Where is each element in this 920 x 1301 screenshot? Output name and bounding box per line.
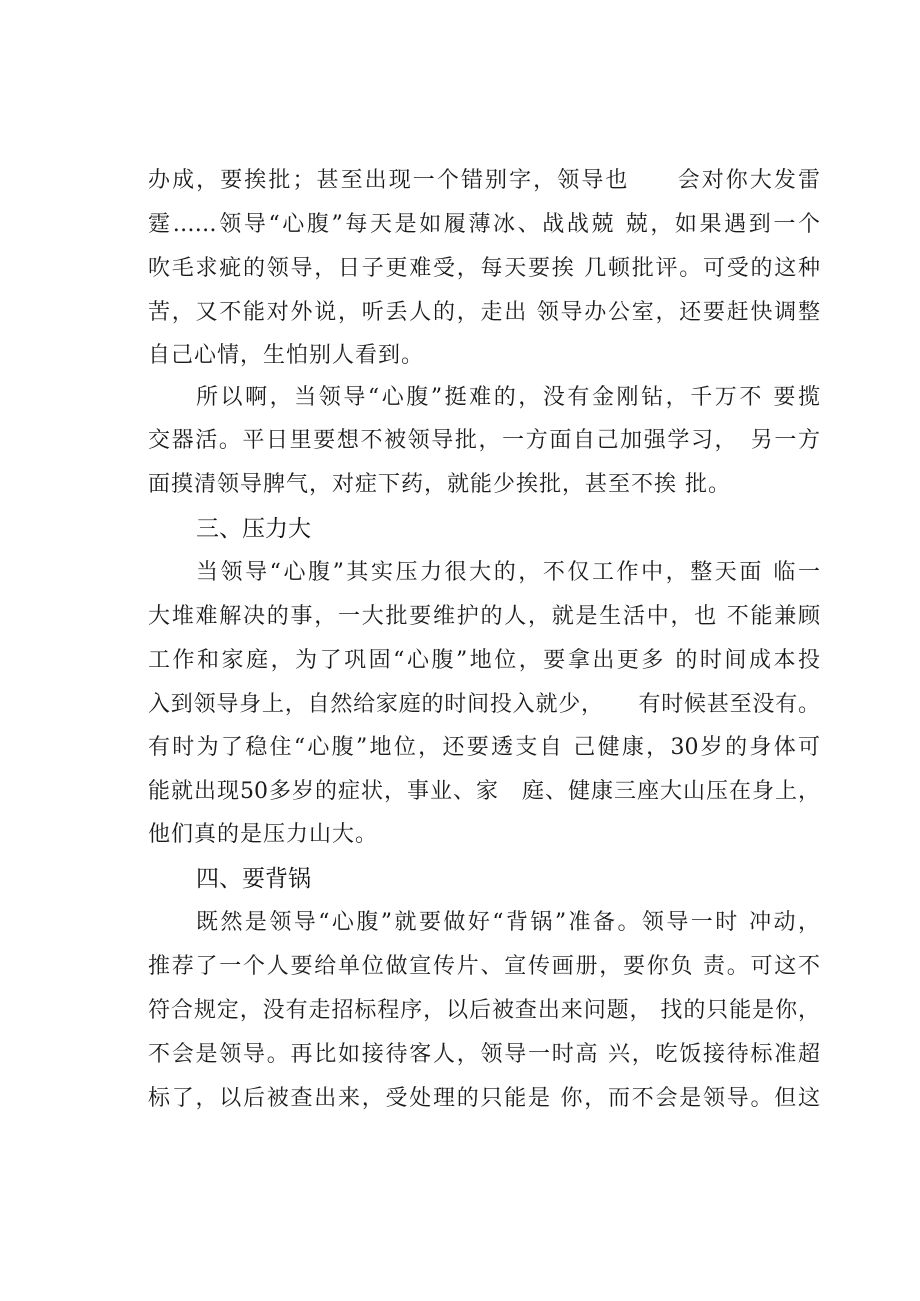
paragraph-3-line-3: 工作和家庭，为了巩固“心腹”地位，要拿出更多 的时间成本投 [148, 648, 820, 673]
section-heading-4: 四、要背锅 [196, 866, 311, 892]
paragraph-3-line-5: 有时为了稳住“心腹”地位，还要透支自 己健康，30岁的身体可 [148, 735, 820, 760]
paragraph-4-line-5: 标了，以后被查出来，受处理的只能是 你，而不会是领导。但这 [148, 1086, 820, 1111]
paragraph-3-line-2: 大堆难解决的事，一大批要维护的人，就是生活中，也 不能兼顾 [148, 604, 820, 629]
paragraph-2-line-3: 面摸清领导脾气，对症下药，就能少挨批，甚至不挨 批。 [148, 472, 731, 497]
paragraph-3-line-7: 他们真的是压力山大。 [148, 822, 379, 847]
paragraph-2-line-1: 所以啊，当领导“心腹”挺难的，没有金刚钻，千万不 要揽 [196, 385, 820, 410]
paragraph-3-line-1: 当领导“心腹”其实压力很大的，不仅工作中，整天面 临一 [196, 560, 820, 585]
section-heading-3: 三、压力大 [196, 516, 311, 542]
paragraph-3-line-4: 入到领导身上，自然给家庭的时间投入就少， 有时候甚至没有。 [148, 692, 820, 717]
paragraph-3-line-6: 能就出现50多岁的症状，事业、家 庭、健康三座大山压在身上， [148, 779, 820, 804]
paragraph-4-line-1: 既然是领导“心腹”就要做好“背锅”准备。领导一时 冲动， [196, 910, 820, 935]
paragraph-4-line-2: 推荐了一个人要给单位做宣传片、宣传画册，要你负 责。可这不 [148, 954, 820, 979]
paragraph-4-line-3: 符合规定，没有走招标程序，以后被查出来问题， 找的只能是你， [148, 998, 820, 1023]
paragraph-1-line-4: 苦，又不能对外说，听丢人的，走出 领导办公室，还要赶快调整 [148, 300, 820, 325]
paragraph-1-line-5: 自己心情，生怕别人看到。 [148, 343, 425, 368]
paragraph-1-line-2: 霆……领导“心腹”每天是如履薄冰、战战兢 兢，如果遇到一个 [148, 212, 820, 237]
paragraph-1-line-1: 办成，要挨批；甚至出现一个错别字，领导也 会对你大发雷 [148, 168, 820, 193]
paragraph-1-line-3: 吹毛求疵的领导，日子更难受，每天要挨 几顿批评。可受的这种 [148, 256, 820, 281]
paragraph-2-line-2: 交器活。平日里要想不被领导批，一方面自己加强学习， 另一方 [148, 428, 820, 453]
paragraph-4-line-4: 不会是领导。再比如接待客人，领导一时高 兴，吃饭接待标准超 [148, 1042, 820, 1067]
